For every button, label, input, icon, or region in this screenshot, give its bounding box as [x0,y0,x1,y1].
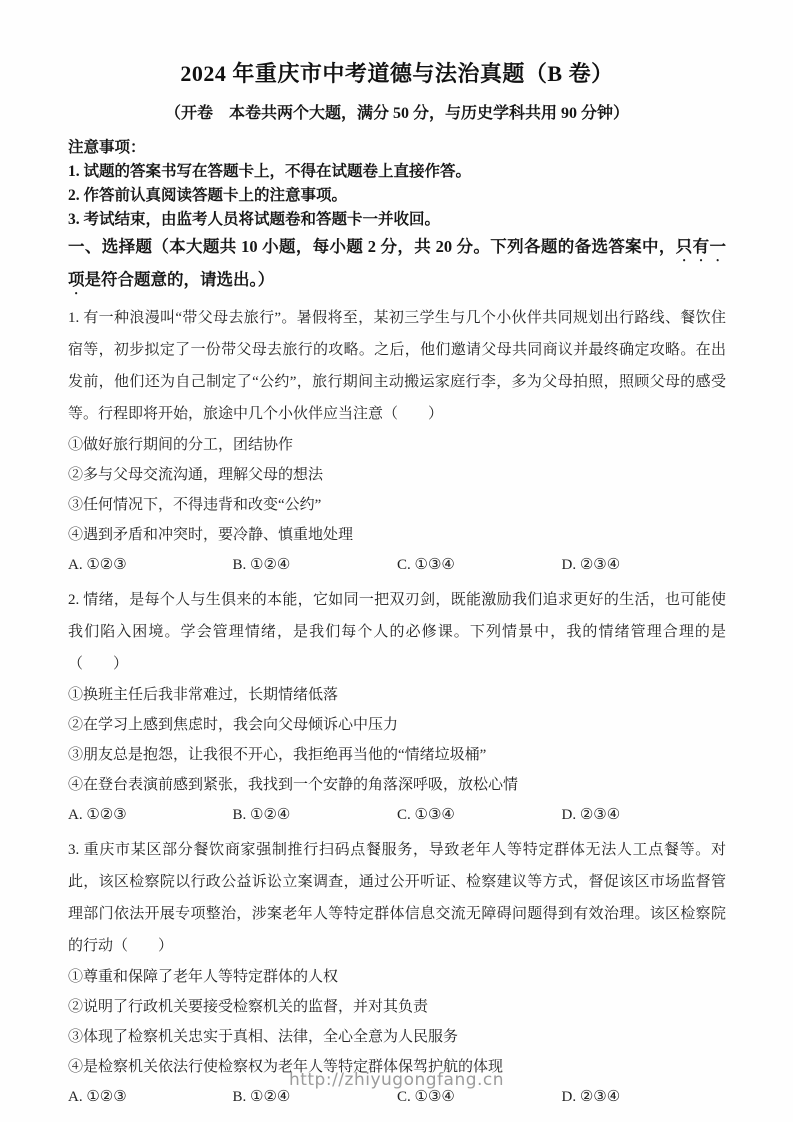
question-1-choices [68,550,726,580]
notice-item-3: 3. 考试结束，由监考人员将试题卷和答题卡一并收回。 [68,211,441,228]
notices-label: 注意事项： [68,139,146,156]
section-heading-suffix: 是符合题意的，请选出。） [84,270,275,289]
question-1-statement-3: ③任何情况下，不得违背和改变“公约” [68,497,322,513]
question-2-statement-3: ③朋友总是抱怨，让我很不开心，我拒绝再当他的“情绪垃圾桶” [68,747,487,763]
footer-url: http://zhiyugongfang.cn [288,1070,505,1090]
notice-item-1: 1. 试题的答案书写在答题卡上，不得在试题卷上直接作答。 [68,163,472,180]
section-heading-emphasis: 只有一项 [68,237,727,289]
question-3-stem: 3. 重庆市某区部分餐饮商家强制推行扫码点餐服务，导致老年人等特定群体无法人工点餐等。对此，该区检察院以行政公益诉讼立案调查，通过公开听证、检察建议等方式，督促该区市场监督管理部门依法开展专项整治，涉案老年人等特定群体信息交流无障碍问题得到有效治理。该区检察院的行动（ ） [68,842,726,954]
question-1-stem: 1. 有一种浪漫叫“带父母去旅行”。暑假将至，某初三学生与几个小伙伴共同规划出行路线、餐饮住宿等，初步拟定了一份带父母去旅行的攻略。之后，他们邀请父母共同商议并最终确定攻略。在出发前，他们还为自己制定了“公约”，旅行期间主动搬运家庭行李，多为父母拍照，照顾父母的感受等。行程即将开始，旅途中几个小伙伴应当注意（ ） [68,310,726,422]
question-3-statement-3: ③体现了检察机关忠实于真相、法律，全心全意为人民服务 [68,1029,459,1045]
question-2-choice-a: A. ①②③ [68,807,127,823]
question-1-choice-c: C. ①③④ [397,557,455,573]
question-2-choice-c: C. ①③④ [397,807,455,823]
notice-item-2: 2. 作答前认真阅读答题卡上的注意事项。 [68,187,348,204]
question-3-choice-a: A. ①②③ [68,1089,127,1105]
question-2 [68,584,726,830]
question-1-statement-1: ①做好旅行期间的分工，团结协作 [68,437,294,453]
question-1-statement-4: ④遇到矛盾和冲突时，要冷静、慎重地处理 [68,527,354,543]
question-1-statement-2: ②多与父母交流沟通，理解父母的想法 [68,467,324,483]
question-2-choice-b: B. ①②④ [232,807,291,823]
question-2-stem: 2. 情绪，是每个人与生俱来的本能，它如同一把双刃剑，既能激励我们追求更好的生活，也可能使我们陷入困境。学会管理情绪，是我们每个人的必修课。下列情景中，我的情绪管理合理的是（ ） [68,592,726,672]
question-2-choices [68,800,726,830]
question-3-statement-4: ④是检察机关依法行使检察权为老年人等特定群体保驾护航的体现 [68,1059,504,1075]
question-2-statement-1: ①换班主任后我非常难过，长期情绪低落 [68,687,339,703]
question-2-statement-4: ④在登台表演前感到紧张，我找到一个安静的角落深呼吸，放松心情 [68,777,519,793]
section-heading-prefix: 一、选择题（本大题共 10 小题，每小题 2 分，共 20 分。下列各题的备选答案中， [68,237,676,256]
question-3-statement-2: ②说明了行政机关要接受检察机关的监督，并对其负责 [68,999,429,1015]
question-1-choice-a: A. ①②③ [68,557,127,573]
question-1-choice-b: B. ①②④ [232,557,291,573]
question-1-choice-d: D. ②③④ [561,557,621,573]
question-3-statement-1: ①尊重和保障了老年人等特定群体的人权 [68,969,339,985]
question-3-choice-d: D. ②③④ [561,1089,621,1105]
section-1-heading [68,232,726,298]
paper-title: 2024 年重庆市中考道德与法治真题（B 卷） [180,61,614,86]
notices-section [68,136,726,232]
question-2-choice-d: D. ②③④ [561,807,621,823]
paper-subtitle: （开卷 本卷共两个大题，满分 50 分，与历史学科共用 90 分钟） [164,105,629,122]
question-3-choice-c: C. ①③④ [397,1089,455,1105]
question-3-choice-b: B. ①②④ [232,1089,291,1105]
question-2-statement-2: ②在学习上感到焦虑时，我会向父母倾诉心中压力 [68,717,399,733]
question-1 [68,302,726,580]
